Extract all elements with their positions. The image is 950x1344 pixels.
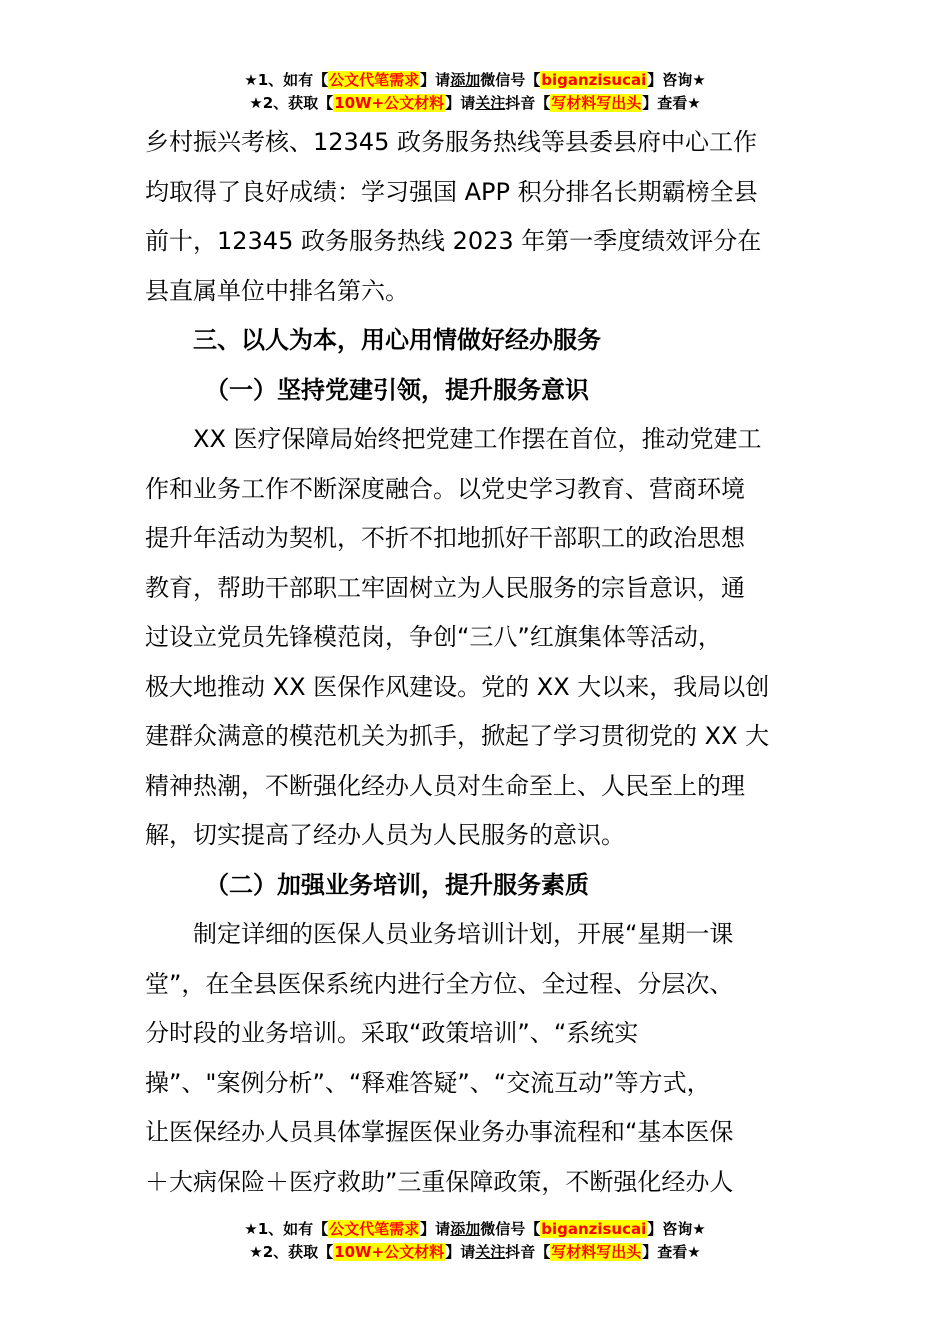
text-line: 极大地推动 XX 医保作风建设。党的 XX 大以来，我局以创 (145, 672, 770, 701)
banner-text: ★2、获取【 (249, 1243, 334, 1261)
banner-text: 微信号【 (480, 1220, 541, 1238)
banner-highlight: 公文代笔需求 (329, 1220, 420, 1238)
banner-text: ★1、如有【 (244, 71, 329, 89)
text-line: 解，切实提高了经办人员为人民服务的意识。 (145, 821, 625, 849)
banner-text: ★2、获取【 (249, 94, 334, 112)
banner-wechat-id: biganzisucai (541, 1220, 647, 1238)
banner-line-2 (0, 1241, 950, 1264)
text-line: 建群众满意的模范机关为抓手，掀起了学习贯彻党的 XX 大 (145, 722, 770, 750)
paragraph-continued (145, 118, 815, 316)
text-line: 提升年活动为契机，不折不扣地抓好干部职工的政治思想 (145, 524, 745, 552)
banner-douyin-account: 写材料写出头 (551, 94, 642, 112)
banner-text: 】咨询★ (647, 71, 706, 89)
banner-line-2 (0, 92, 950, 115)
text-line: 分时段的业务培训。采取“政策培训”、“系统实 (145, 1019, 639, 1047)
banner-highlight: 10W+公文材料 (334, 1243, 445, 1261)
banner-underlined-text: 添加 (450, 71, 481, 89)
banner-text: 】查看★ (642, 94, 701, 112)
banner-line-1 (0, 69, 950, 92)
subsection-heading: （二）加强业务培训，提升服务素质 (205, 870, 589, 899)
banner-highlight: 10W+公文材料 (334, 94, 445, 112)
subsection-heading: （一）坚持党建引领，提升服务意识 (205, 375, 589, 404)
text-line: 让医保经办人员具体掌握医保业务办事流程和“基本医保 (145, 1118, 734, 1146)
section-heading: 三、以人为本，用心用情做好经办服务 (193, 326, 601, 354)
paragraph-training (145, 910, 815, 1207)
text-line: 均取得了良好成绩：学习强国 APP 积分排名长期霸榜全县 (145, 177, 758, 206)
text-line: ＋大病保险＋医疗救助”三重保障政策，不断强化经办人 (145, 1167, 734, 1196)
banner-underlined-text: 添加 (450, 1220, 481, 1238)
banner-text: 抖音【 (505, 1243, 551, 1261)
text-line: 教育，帮助干部职工牢固树立为人民服务的宗旨意识，通 (145, 573, 745, 602)
document-body (145, 118, 815, 1207)
text-line: 精神热潮，不断强化经办人员对生命至上、人民至上的理 (145, 771, 745, 800)
text-line: 过设立党员先锋模范岗，争创“三八”红旗集体等活动， (145, 623, 722, 651)
text-line: 作和业务工作不断深度融合。以党史学习教育、营商环境 (145, 474, 745, 503)
banner-text: 微信号【 (480, 71, 541, 89)
banner-douyin-account: 写材料写出头 (551, 1243, 642, 1261)
text-line: 操”、"案例分析”、“释难答疑”、“交流互动”等方式， (145, 1068, 711, 1097)
text-line: 乡村振兴考核、12345 政务服务热线等县委县府中心工作 (145, 128, 757, 156)
banner-highlight: 公文代笔需求 (329, 71, 420, 89)
text-line: 堂”，在全县医保系统内进行全方位、全过程、分层次、 (145, 969, 734, 998)
footer-banner (0, 1218, 950, 1264)
banner-text: ★1、如有【 (244, 1220, 329, 1238)
header-banner (0, 69, 950, 115)
banner-text: 】请 (445, 1243, 476, 1261)
banner-text: 抖音【 (505, 94, 551, 112)
text-line: XX 医疗保障局始终把党建工作摆在首位，推动党建工 (193, 425, 762, 453)
banner-text: 】请 (445, 94, 476, 112)
text-line: 制定详细的医保人员业务培训计划，开展“星期一课 (193, 920, 734, 948)
banner-text: 】请 (420, 71, 451, 89)
banner-text: 】咨询★ (647, 1220, 706, 1238)
banner-text: 】查看★ (642, 1243, 701, 1261)
banner-text: 】请 (420, 1220, 451, 1238)
banner-wechat-id: biganzisucai (541, 71, 647, 89)
paragraph-party-building (145, 415, 815, 861)
banner-underlined-text: 关注 (475, 1243, 506, 1261)
text-line: 前十，12345 政务服务热线 2023 年第一季度绩效评分在 (145, 227, 762, 255)
banner-line-1 (0, 1218, 950, 1241)
banner-underlined-text: 关注 (475, 94, 506, 112)
text-line: 县直属单位中排名第六。 (145, 276, 409, 305)
